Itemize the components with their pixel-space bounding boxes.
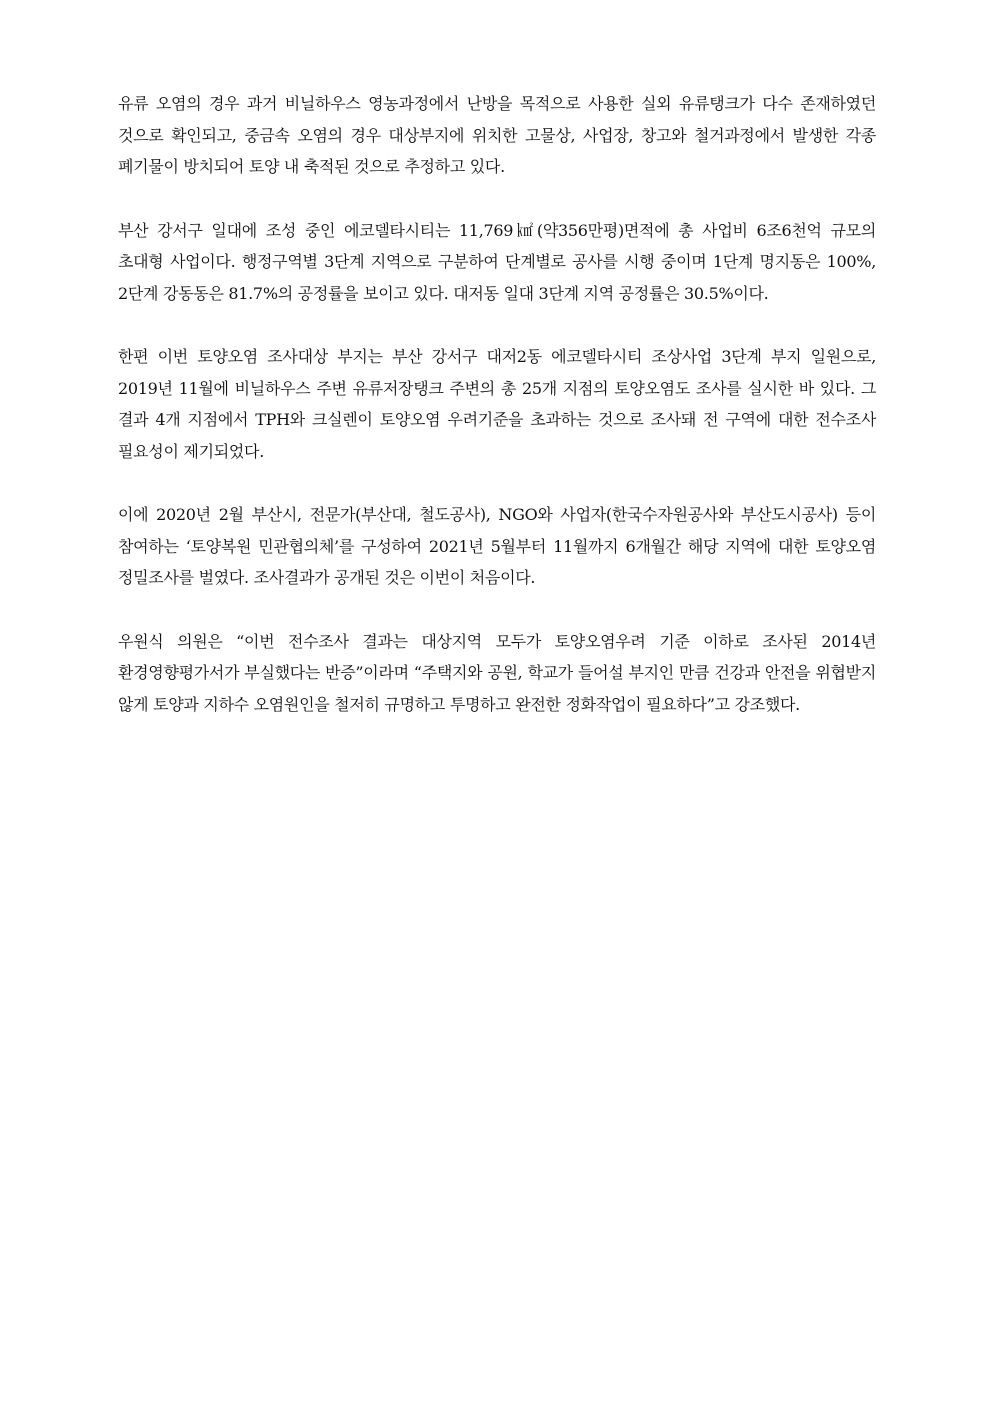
paragraph-oil-contamination: 유류 오염의 경우 과거 비닐하우스 영농과정에서 난방을 목적으로 사용한 실외 유류탱크가 다수 존재하였던 것으로 확인되고, 중금속 오염의 경우 대상부지에 위치한 고물상, 사업장, 창고와 철거과정에서 발생한 각종 폐기물이 방치되어 토양 내 축적된 것으로 추정하고 있다. bbox=[118, 94, 881, 176]
paragraph-survey-site: 한편 이번 토양오염 조사대상 부지는 부산 강서구 대저2동 에코델타시티 조상사업 3단계 부지 일원으로, 2019년 11월에 비닐하우스 주변 유류저장탱크 주변의 총 25개 지점의 토양오염도 조사를 실시한 바 있다. 그 결과 4개 지점에서 TPH와 크실렌이 토양오염 우려기준을 초과하는 것으로 조사돼 전 구역에 대한 전수조사 필요성이 제기되었다. bbox=[118, 347, 881, 461]
document-body bbox=[118, 88, 881, 752]
paragraph-lawmaker-quote: 우원식 의원은 “이번 전수조사 결과는 대상지역 모두가 토양오염우려 기준 이하로 조사된 2014년 환경영향평가서가 부실했다는 반증”이라며 “주택지와 공원, 학교가 들어설 부지인 만큼 건강과 안전을 위협받지 않게 토양과 지하수 오염원인을 철저히 규명하고 투명하고 완전한 정화작업이 필요하다”고 강조했다. bbox=[118, 631, 881, 714]
paragraph-eco-delta-city: 부산 강서구 일대에 조성 중인 에코델타시티는 11,769㎢(약356만평)면적에 총 사업비 6조6천억 규모의 초대형 사업이다. 행정구역별 3단계 지역으로 구분하여 단계별로 공사를 시행 중이며 1단계 명지동은 100%, 2단계 강동동은 81.7%의 공정률을 보이고 있다. 대저동 일대 3단계 지역 공정률은 30.5%이다. bbox=[118, 220, 881, 303]
paragraph-joint-council: 이에 2020년 2월 부산시, 전문가(부산대, 철도공사), NGO와 사업자(한국수자원공사와 부산도시공사) 등이 참여하는 ‘토양복원 민관협의체’를 구성하여 2021년 5월부터 11월까지 6개월간 해당 지역에 대한 토양오염 정밀조사를 벌였다. 조사결과가 공개된 것은 이번이 처음이다. bbox=[118, 505, 881, 587]
